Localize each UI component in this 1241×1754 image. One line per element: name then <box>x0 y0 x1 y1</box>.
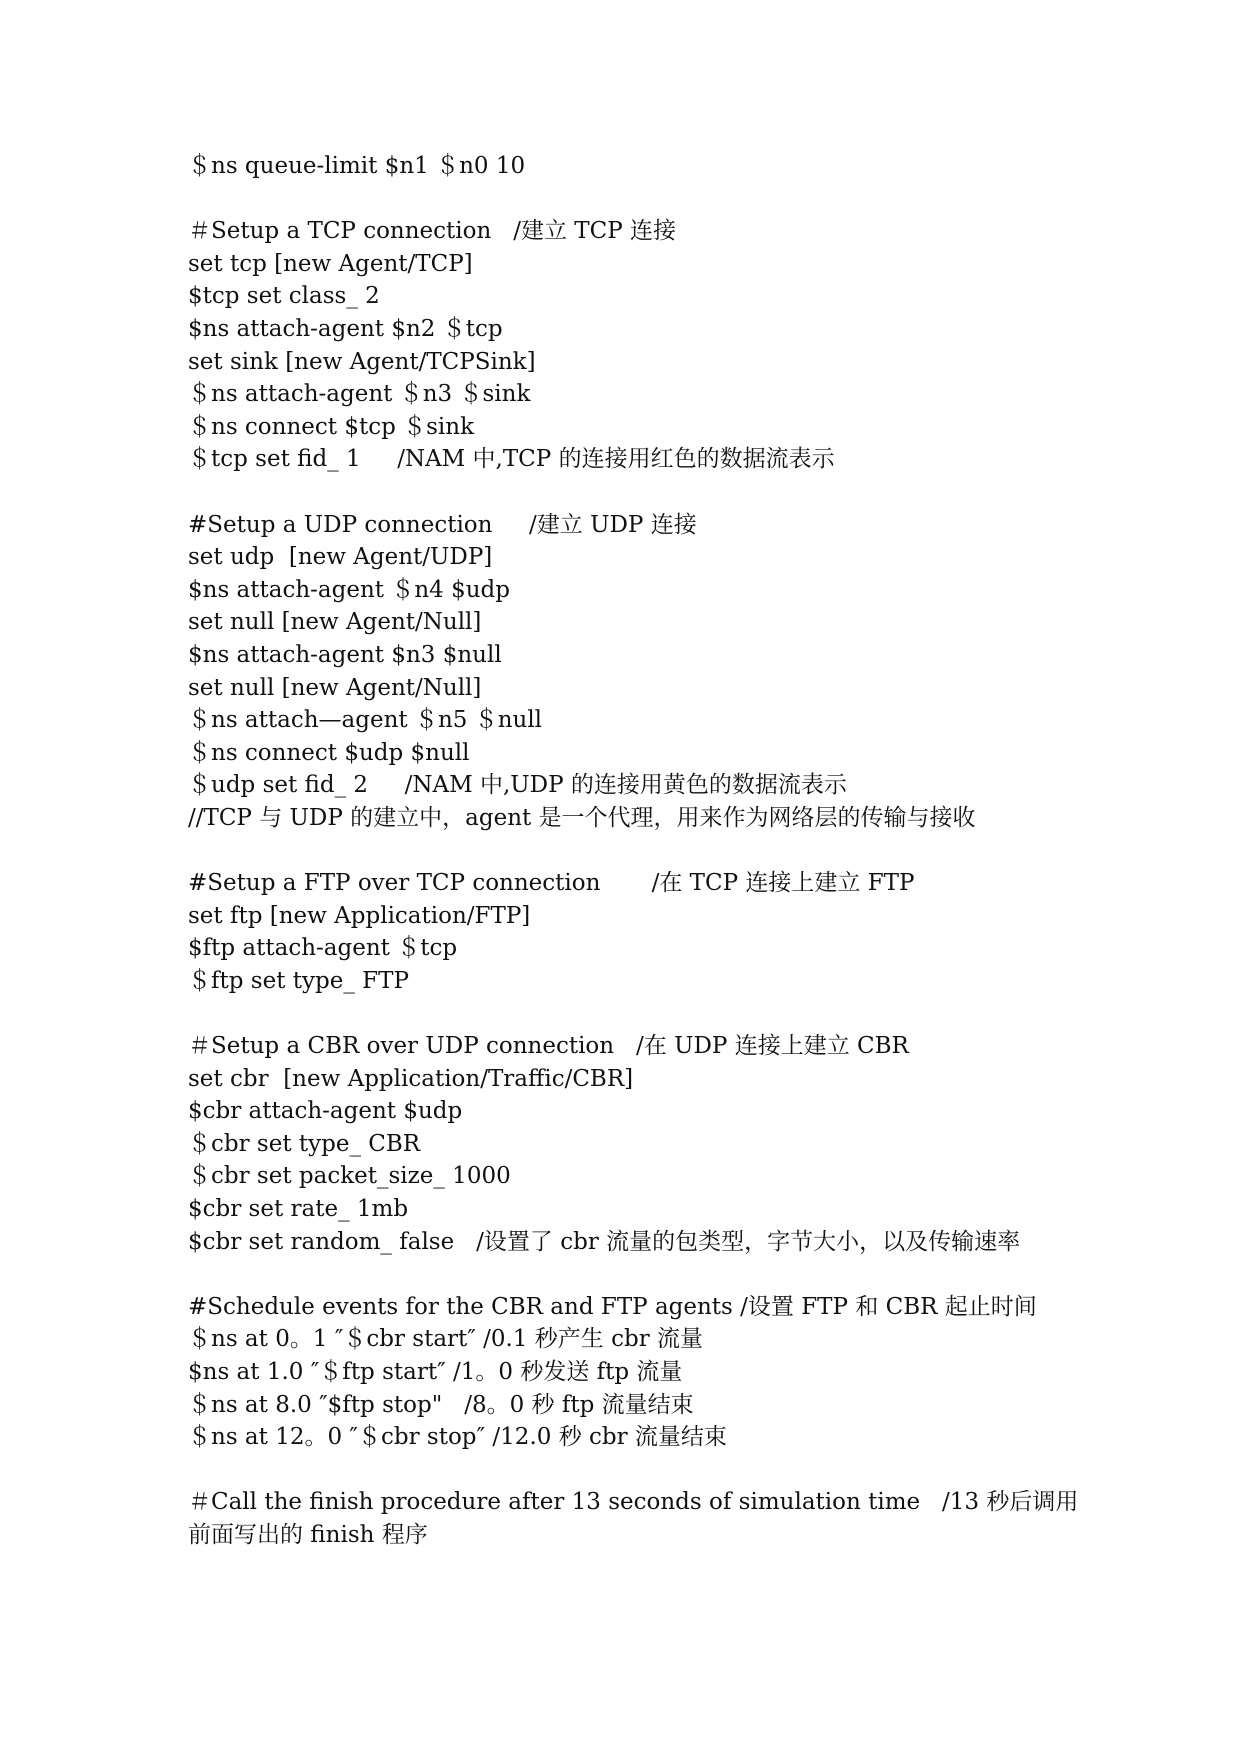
code-line: set ftp [new Application/FTP] <box>188 902 531 929</box>
code-line: ＄ns at 0。1 ″＄cbr start″ /0.1 秒产生 cbr 流量 <box>188 1326 704 1353</box>
code-line: ＃Setup a TCP connection /建立 TCP 连接 <box>188 218 677 245</box>
blank-line <box>188 1454 1088 1487</box>
code-line: ＄ftp set type_ FTP <box>188 967 409 994</box>
code-line: set null [new Agent/Null] <box>188 609 482 636</box>
code-line: $ftp attach-agent ＄tcp <box>188 935 458 962</box>
code-line: ＄ns attach—agent ＄n5 ＄null <box>188 707 543 734</box>
code-line: ＄ns connect $tcp ＄sink <box>188 413 475 440</box>
code-line: set tcp [new Agent/TCP] <box>188 250 473 277</box>
code-line: $cbr set rate_ 1mb <box>188 1196 409 1222</box>
code-line: ＄ns queue-limit $n1 ＄n0 10 <box>188 153 526 179</box>
blank-line <box>188 1258 1088 1291</box>
code-line: #Schedule events for the CBR and FTP agents /设置 FTP 和 CBR 起止时间 <box>188 1293 1037 1320</box>
code-line: ＄ns at 12。0 ″＄cbr stop″ /12.0 秒 cbr 流量结束 <box>188 1424 727 1451</box>
code-block <box>188 1030 1088 1258</box>
code-block <box>188 150 1088 183</box>
code-line: ＄ns connect $udp $null <box>188 739 470 766</box>
code-line: //TCP 与 UDP 的建立中，agent 是一个代理，用来作为网络层的传输与接收 <box>188 804 976 831</box>
code-line: ＄cbr set packet_size_ 1000 <box>188 1163 511 1190</box>
code-line: ＃Call the finish procedure after 13 seconds of simulation time /13 秒后调用前面写出的 finish 程序 <box>188 1489 1079 1548</box>
code-line: set sink [new Agent/TCPSink] <box>188 348 536 375</box>
code-line: #Setup a UDP connection /建立 UDP 连接 <box>188 511 697 538</box>
code-line: $cbr set random_ false /设置了 cbr 流量的包类型，字节大小，以及传输速率 <box>188 1228 1021 1255</box>
code-line: ＄ns at 8.0 ″$ftp stop" /8。0 秒 ftp 流量结束 <box>188 1391 694 1418</box>
code-line: ＄cbr set type_ CBR <box>188 1130 421 1157</box>
code-line: $cbr attach-agent $udp <box>188 1098 463 1125</box>
code-line: $ns at 1.0 ″＄ftp start″ /1。0 秒发送 ftp 流量 <box>188 1358 683 1385</box>
code-block <box>188 867 1088 997</box>
code-block <box>188 509 1088 835</box>
blank-line <box>188 997 1088 1030</box>
code-line: set null [new Agent/Null] <box>188 674 482 701</box>
blank-line <box>188 183 1088 216</box>
code-line: ＃Setup a CBR over UDP connection /在 UDP 连接上建立 CBR <box>188 1033 909 1060</box>
code-line: ＄tcp set fid_ 1 /NAM 中,TCP 的连接用红色的数据流表示 <box>188 446 835 473</box>
code-line: $tcp set class_ 2 <box>188 283 380 310</box>
code-line: #Setup a FTP over TCP connection /在 TCP 连接上建立 FTP <box>188 870 915 897</box>
code-line: set udp [new Agent/UDP] <box>188 544 493 571</box>
code-line: set cbr [new Application/Traffic/CBR] <box>188 1065 634 1092</box>
code-block <box>188 1486 1088 1551</box>
code-line: $ns attach-agent $n2 ＄tcp <box>188 315 503 342</box>
code-block <box>188 215 1088 476</box>
blank-line <box>188 476 1088 509</box>
code-line: ＄ns attach-agent ＄n3 ＄sink <box>188 381 531 408</box>
code-line: $ns attach-agent ＄n4 $udp <box>188 576 510 603</box>
code-block <box>188 1291 1088 1454</box>
code-line: ＄udp set fid_ 2 /NAM 中,UDP 的连接用黄色的数据流表示 <box>188 772 847 799</box>
code-line: $ns attach-agent $n3 $null <box>188 641 502 668</box>
code-listing <box>188 150 1088 1552</box>
blank-line <box>188 834 1088 867</box>
